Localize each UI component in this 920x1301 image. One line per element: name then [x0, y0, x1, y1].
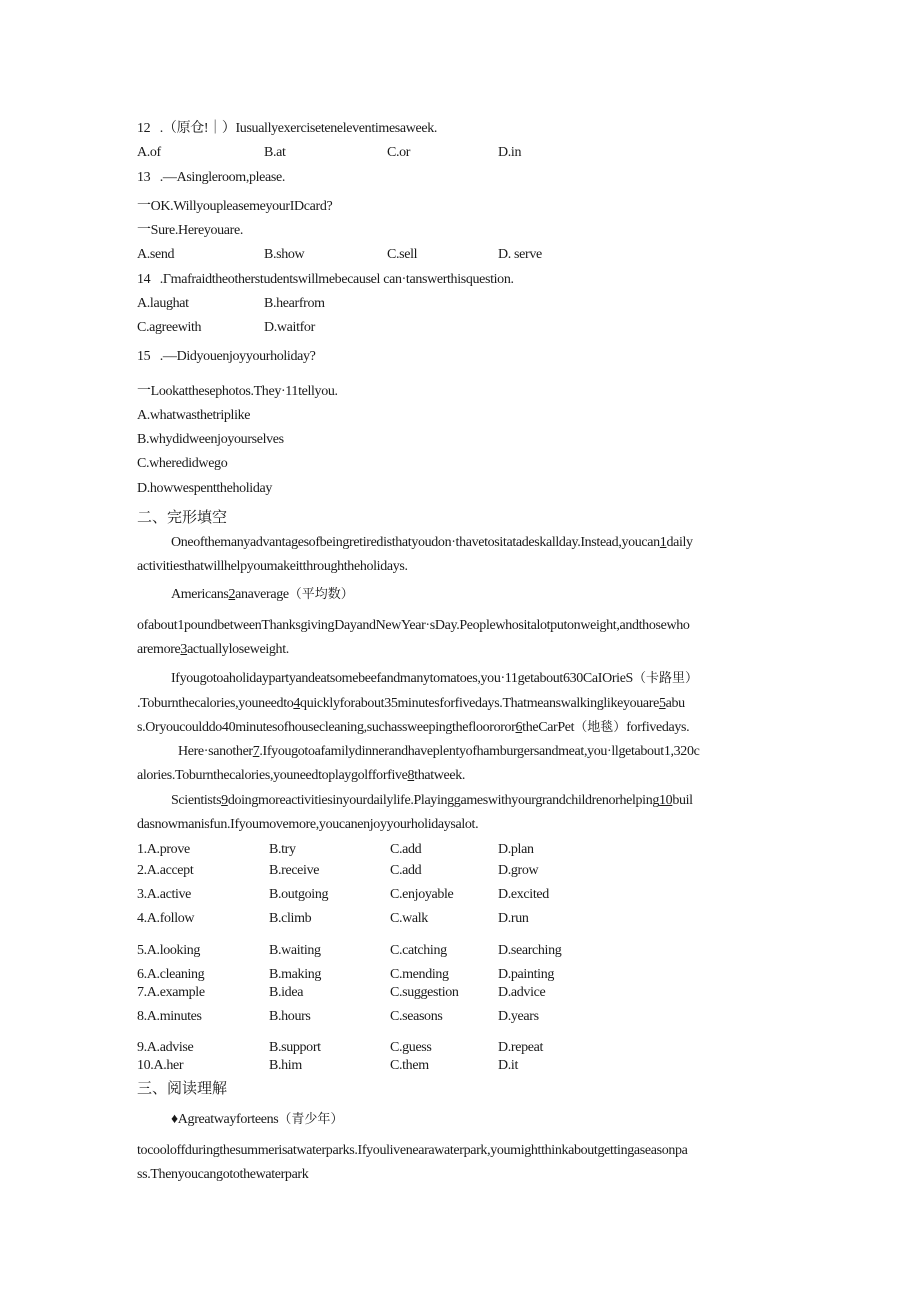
- blank-6: 6: [515, 720, 523, 735]
- cloze-paragraph-1: Oneofthemanyadvantagesofbeingretiredisthatyoudon·thavetositatadeskallday.Instead,youcan1daily: [171, 535, 693, 550]
- option-8-b: B.hours: [269, 1009, 311, 1024]
- option: B.whydidweenjoyourselves: [137, 432, 284, 447]
- option-5-a: 5.A.looking: [137, 943, 201, 958]
- option-4-d: D.run: [498, 911, 529, 926]
- option: C.sell: [387, 247, 418, 262]
- option-3-c: C.enjoyable: [390, 887, 454, 902]
- question-15-stem: 15 .—Didyouenjoyyourholiday?: [137, 349, 316, 364]
- option: C.wheredidwego: [137, 456, 228, 471]
- option-10-d: D.it: [498, 1058, 518, 1073]
- option: D.waitfor: [264, 320, 315, 335]
- option-9-a: 9.A.advise: [137, 1040, 194, 1055]
- option-9-b: B.support: [269, 1040, 321, 1055]
- cloze-line: activitiesthatwillhelpyoumakeitthroughtheholidays.: [137, 559, 408, 574]
- reading-line: ss.Thenyoucangotothewaterpark: [137, 1167, 309, 1182]
- option-7-d: D.advice: [498, 985, 546, 1000]
- option-2-b: B.receive: [269, 863, 320, 878]
- option-5-b: B.waiting: [269, 943, 321, 958]
- option-4-b: B.climb: [269, 911, 312, 926]
- option: D.howwespenttheholiday: [137, 481, 272, 496]
- cloze-line: s.Oryoucoulddo40minutesofhousecleaning,suchassweepingthefloororor6theCarPet（地毯）forfivedays.: [137, 720, 690, 735]
- cloze-paragraph-6: Scientists9doingmoreactivitiesinyourdailylife.Playinggameswithyourgrandchildrenorhelping10buil: [171, 793, 693, 808]
- option: A.of: [137, 145, 161, 160]
- option-6-a: 6.A.cleaning: [137, 967, 205, 982]
- dialog-line: 一Lookatthesephotos.They·11tellyou.: [137, 384, 338, 399]
- option-4-a: 4.A.follow: [137, 911, 195, 926]
- option-9-d: D.repeat: [498, 1040, 544, 1055]
- option-7-c: C.suggestion: [390, 985, 459, 1000]
- option-7-a: 7.A.example: [137, 985, 205, 1000]
- option-6-d: D.painting: [498, 967, 554, 982]
- option-1-d: D.plan: [498, 842, 534, 857]
- blank-1: 1: [659, 535, 667, 550]
- option-5-d: D.searching: [498, 943, 562, 958]
- option: D.in: [498, 145, 522, 160]
- option: B.hearfrom: [264, 296, 325, 311]
- option: C.agreewith: [137, 320, 202, 335]
- option-3-a: 3.A.active: [137, 887, 192, 902]
- option: A.laughat: [137, 296, 189, 311]
- blank-10: 10: [659, 793, 673, 808]
- option: D. serve: [498, 247, 542, 262]
- option-6-b: B.making: [269, 967, 322, 982]
- cloze-line: aremore3actuallyloseweight.: [137, 642, 289, 657]
- dialog-line: 一OK.WillyoupleasemeyourIDcard?: [137, 199, 333, 214]
- blank-7: 7: [252, 744, 260, 759]
- cloze-paragraph-2: Americans2anaverage（平均数）: [171, 587, 354, 602]
- blank-9: 9: [221, 793, 228, 808]
- blank-8: 8: [407, 768, 415, 783]
- option-3-b: B.outgoing: [269, 887, 329, 902]
- option-1-b: B.try: [269, 842, 296, 857]
- option-6-c: C.mending: [390, 967, 449, 982]
- option: A.send: [137, 247, 175, 262]
- option-8-c: C.seasons: [390, 1009, 443, 1024]
- blank-2: 2: [228, 587, 236, 602]
- cloze-line: ofabout1poundbetweenThanksgivingDayandNewYear·sDay.Peoplewhositalotputonweight,andthosewho: [137, 618, 690, 633]
- cloze-line: .Toburnthecalories,youneedto4quicklyforabout35minutesforfivedays.Thatmeanswalkinglikeyouare5abu: [137, 696, 685, 711]
- reading-line: tocooloffduringthesummerisatwaterparks.Ifyoulivenearawaterpark,youmightthinkaboutgettingaseasonpa: [137, 1143, 688, 1158]
- option: B.at: [264, 145, 286, 160]
- cloze-paragraph-5: Here·sanother7.Ifyougotoafamilydinnerandhaveplentyofhamburgersandmeat,you·llgetabout1,320c: [178, 744, 700, 759]
- option-2-d: D.grow: [498, 863, 539, 878]
- option-10-a: 10.A.her: [137, 1058, 184, 1073]
- cloze-line: alories.Toburnthecalories,youneedtoplaygolfforfive8thatweek.: [137, 768, 466, 783]
- option-8-d: D.years: [498, 1009, 539, 1024]
- option-5-c: C.catching: [390, 943, 447, 958]
- option: C.or: [387, 145, 411, 160]
- dialog-line: 一Sure.Hereyouare.: [137, 223, 244, 238]
- option-2-c: C.add: [390, 863, 422, 878]
- question-12-stem: 12 .（原仓!｜）Iusuallyexerciseteneleventimesaweek.: [137, 121, 438, 136]
- option-3-d: D.excited: [498, 887, 549, 902]
- question-13-stem: 13 .—Asingleroom,please.: [137, 170, 285, 185]
- option: A.whatwasthetriplike: [137, 408, 251, 423]
- option-1-a: 1.A.prove: [137, 842, 190, 857]
- section-heading: 二、完形填空: [137, 508, 228, 526]
- blank-3: 3: [180, 642, 188, 657]
- cloze-line: dasnowmanisfun.Ifyoumovemore,youcanenjoyyourholidaysalot.: [137, 817, 479, 832]
- option-1-c: C.add: [390, 842, 422, 857]
- option-9-c: C.guess: [390, 1040, 432, 1055]
- option-10-c: C.them: [390, 1058, 429, 1073]
- blank-5: 5: [658, 696, 666, 711]
- option-8-a: 8.A.minutes: [137, 1009, 202, 1024]
- blank-4: 4: [293, 696, 301, 711]
- reading-line: ♦Agreatwayforteens（青少年）: [171, 1112, 344, 1127]
- question-14-stem: 14 .Γmafraidtheotherstudentswillmebecausel can·tanswerthisquestion.: [137, 272, 514, 287]
- option: B.show: [264, 247, 305, 262]
- option-2-a: 2.A.accept: [137, 863, 194, 878]
- option-10-b: B.him: [269, 1058, 302, 1073]
- option-4-c: C.walk: [390, 911, 428, 926]
- section-heading: 三、阅读理解: [137, 1079, 228, 1097]
- cloze-paragraph-4: Ifyougotoaholidaypartyandeatsomebeefandmanytomatoes,you·11getabout630CaIOrieS（卡路里）: [171, 671, 699, 686]
- option-7-b: B.idea: [269, 985, 304, 1000]
